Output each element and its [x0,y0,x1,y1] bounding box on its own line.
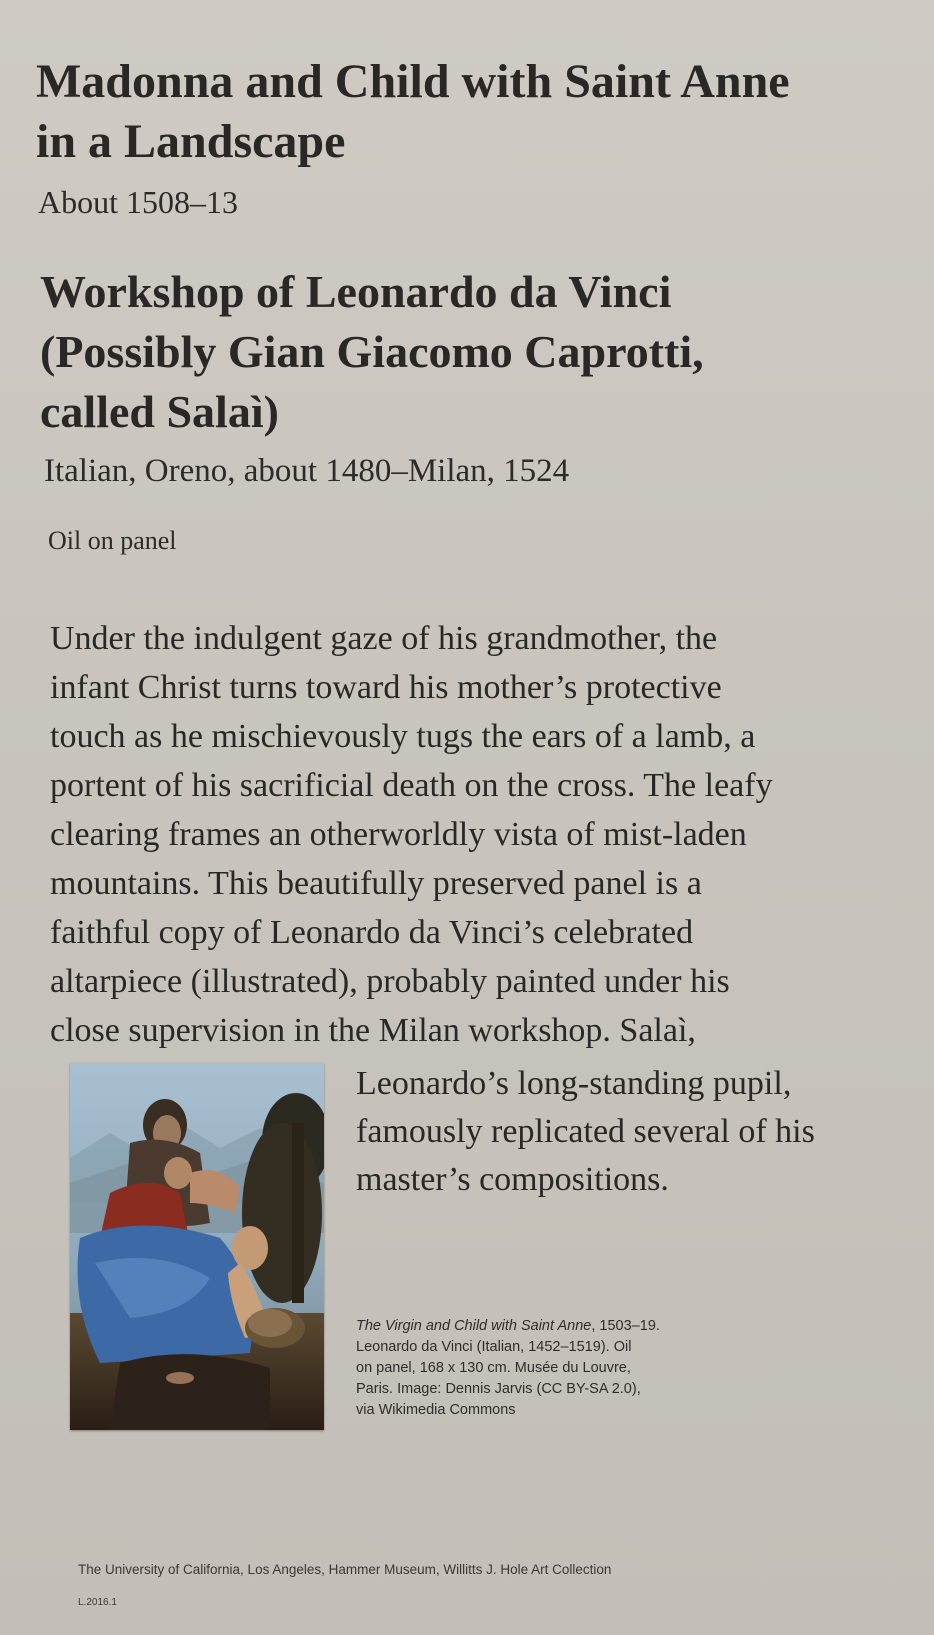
illustration-image [70,1063,324,1430]
description-line: mountains. This beautifully preserved panel is a [50,865,702,902]
caption-text: , 1503–19. [591,1318,660,1334]
illustration-caption [356,1316,836,1421]
artist-line: called Salaì) [40,386,279,437]
description-text-wrap [356,1060,896,1204]
caption-text: Leonardo da Vinci (Italian, 1452–1519). Oil [356,1339,632,1355]
artist-attribution [40,262,900,442]
painting-illustration [70,1063,324,1430]
artwork-medium: Oil on panel [48,526,177,555]
caption-text: via Wikimedia Commons [356,1402,516,1418]
caption-work-title: The Virgin and Child with Saint Anne [356,1318,592,1334]
description-line: portent of his sacrificial death on the cross. The leafy [50,767,773,804]
description-line: famously replicated several of his [356,1113,815,1150]
artist-line: Workshop of Leonardo da Vinci [40,266,672,317]
description-text [50,614,910,1055]
description-line: faithful copy of Leonardo da Vinci’s celebrated [50,914,694,951]
credit-line: The University of California, Los Angeles, Hammer Museum, Willitts J. Hole Art Collection [78,1562,612,1577]
artist-nationality-dates: Italian, Oreno, about 1480–Milan, 1524 [44,453,570,489]
description-line: close supervision in the Milan workshop. Salaì, [50,1012,696,1049]
accession-number: L.2016.1 [78,1597,117,1608]
artwork-date: About 1508–13 [38,184,238,220]
description-line: clearing frames an otherworldly vista of mist-laden [50,816,747,853]
artist-line: (Possibly Gian Giacomo Caprotti, [40,326,704,377]
caption-text: on panel, 168 x 130 cm. Musée du Louvre, [356,1360,631,1376]
description-line: Leonardo’s long-standing pupil, [356,1065,792,1102]
artwork-title-line: Madonna and Child with Saint Anne [36,55,790,108]
description-line: infant Christ turns toward his mother’s protective [50,669,722,706]
description-line: master’s compositions. [356,1161,669,1198]
description-line: altarpiece (illustrated), probably painted under his [50,963,730,1000]
description-line: Under the indulgent gaze of his grandmother, the [50,620,718,657]
artwork-title-line: in a Landscape [36,115,346,168]
artwork-title [36,52,906,172]
description-line: touch as he mischievously tugs the ears of a lamb, a [50,718,756,755]
caption-text: Paris. Image: Dennis Jarvis (CC BY-SA 2.0), [356,1381,641,1397]
